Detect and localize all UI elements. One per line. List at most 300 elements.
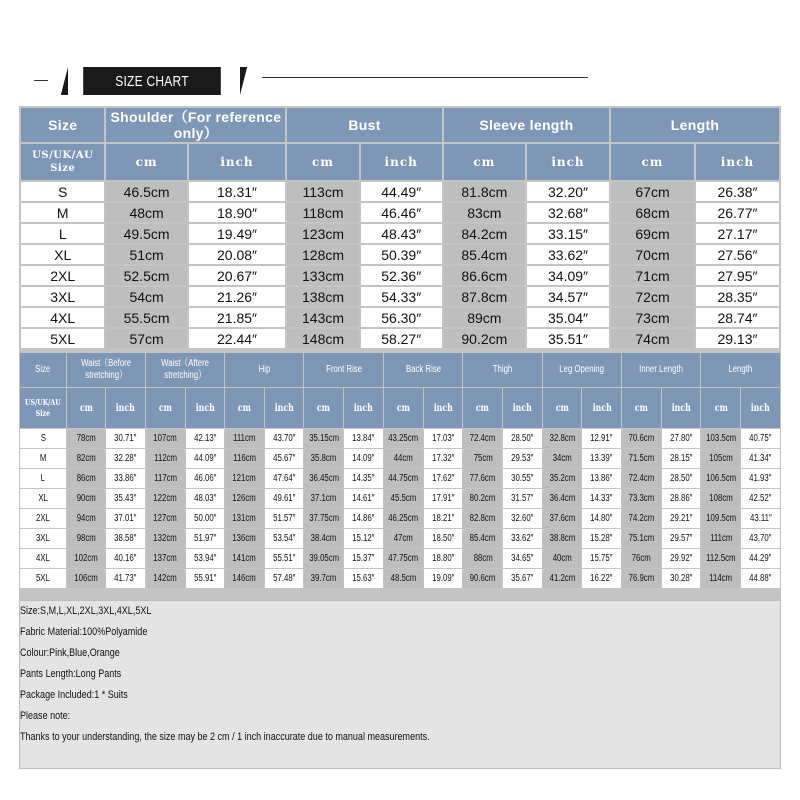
info-line: Pants Length:Long Pants (20, 668, 122, 680)
measurement-cell (662, 569, 701, 588)
size-cell (20, 569, 66, 588)
measurement-cell (106, 469, 145, 488)
unit-inch-label (344, 388, 383, 428)
cell-value: 29.21″ (669, 513, 693, 524)
measurement-cell: 70cm (611, 245, 694, 264)
product-info-lines (20, 601, 780, 748)
cell-value: 49.61″ (272, 493, 296, 504)
cell-value: 15.63″ (352, 573, 375, 584)
cell-value: 71.5cm (628, 453, 655, 464)
measurement-cell (424, 509, 463, 528)
cell-value: 29.57″ (669, 533, 693, 544)
measurement-cell (146, 549, 185, 568)
measurement-cell (662, 529, 701, 548)
header-sleeve-length: Sleeve length (444, 108, 609, 142)
table-row (21, 287, 779, 306)
header-size: Size (21, 108, 104, 142)
measurement-cell (622, 529, 661, 548)
measurement-cell (701, 489, 740, 508)
cell-value: 53.94″ (193, 553, 216, 564)
measurement-cell (67, 489, 106, 508)
cell-value: 14.33″ (590, 493, 613, 504)
measurement-cell (741, 569, 780, 588)
measurement-cell (741, 449, 780, 468)
measurement-cell (186, 469, 225, 488)
measurement-cell (265, 429, 304, 448)
table-row (21, 245, 779, 264)
table-row (20, 509, 780, 528)
unit-text: cm (555, 402, 569, 414)
cell-value: 136cm (232, 533, 257, 544)
cell-value: 72.4cm (469, 433, 496, 444)
measurement-cell: 35.04″ (527, 308, 609, 327)
measurement-cell: 35.51″ (527, 329, 609, 348)
bottom-size-table-panel (19, 352, 781, 600)
unit-text: inch (116, 402, 136, 414)
cell-value: 72.4cm (628, 473, 655, 484)
measurement-cell: 57cm (106, 329, 186, 348)
cell-value: 50.00″ (193, 513, 216, 524)
measurement-cell (424, 549, 463, 568)
table-row (21, 182, 779, 201)
unit-inch-label (106, 388, 145, 428)
table-row (20, 549, 780, 568)
cell-value: 38.58″ (114, 533, 137, 544)
measurement-cell: 113cm (287, 182, 358, 201)
measurement-cell (543, 469, 582, 488)
table-row (21, 266, 779, 285)
cell-value: 34.65″ (511, 553, 534, 564)
table-row (20, 449, 780, 468)
cell-value: 74.2cm (628, 513, 655, 524)
measurement-cell (225, 429, 264, 448)
measurement-cell: 58.27″ (361, 329, 442, 348)
size-cell (20, 509, 66, 528)
unit-text: inch (354, 402, 374, 414)
top-unit-row (21, 144, 779, 180)
measurement-cell (622, 489, 661, 508)
measurement-cell (463, 569, 502, 588)
unit-text: cm (317, 402, 331, 414)
unit-text: inch (195, 402, 215, 414)
measurement-cell (67, 509, 106, 528)
cell-value: 85.4cm (469, 533, 496, 544)
measurement-cell (701, 469, 740, 488)
measurement-cell (503, 449, 542, 468)
unit-text: inch (592, 402, 612, 414)
measurement-cell: 28.74″ (696, 308, 779, 327)
measurement-cell (424, 449, 463, 468)
unit-cm-label (304, 388, 343, 428)
size-cell (20, 469, 66, 488)
measurement-cell (741, 529, 780, 548)
measurement-cell (146, 489, 185, 508)
unit-text: cm (158, 402, 172, 414)
cell-value: 37.01″ (114, 513, 137, 524)
cell-value: 13.86″ (590, 473, 613, 484)
measurement-cell (582, 529, 621, 548)
cell-value: 32.28″ (114, 453, 137, 464)
measurement-cell (503, 509, 542, 528)
measurement-cell (503, 489, 542, 508)
cell-value: 15.75″ (590, 553, 613, 564)
header-label: Size (35, 364, 51, 375)
cell-value: 82.8cm (469, 513, 496, 524)
table-row (20, 429, 780, 448)
measurement-cell (344, 529, 383, 548)
cell-value: 14.80″ (590, 513, 613, 524)
measurement-cell: 73cm (611, 308, 694, 327)
cell-value: 45.67″ (272, 453, 296, 464)
measurement-cell (582, 509, 621, 528)
cell-value: L (40, 473, 46, 484)
cell-value: 94cm (76, 513, 96, 524)
cell-value: 80.2cm (469, 493, 496, 504)
measurement-cell (384, 469, 423, 488)
cell-value: 55.91″ (193, 573, 216, 584)
cell-value: 38.4cm (311, 533, 337, 544)
header-size (20, 353, 66, 387)
measurement-cell (582, 429, 621, 448)
cell-value: 36.45cm (308, 473, 339, 484)
cell-value: 34cm (552, 453, 572, 464)
measurement-cell: 148cm (287, 329, 358, 348)
cell-value: 17.62″ (431, 473, 455, 484)
cell-value: 37.6cm (549, 513, 575, 524)
cell-value: 37.75cm (308, 513, 339, 524)
measurement-cell (384, 569, 423, 588)
unit-inch-label: inch (361, 144, 442, 180)
measurement-cell (741, 489, 780, 508)
info-line: Package Included:1 * Suits (20, 689, 128, 701)
measurement-cell: 50.39″ (361, 245, 442, 264)
size-cell (20, 489, 66, 508)
table-row (21, 308, 779, 327)
cell-value: 46.25cm (388, 513, 419, 524)
unit-cm-label: cm (287, 144, 358, 180)
unit-text: cm (476, 402, 490, 414)
cell-value: XL (38, 493, 48, 504)
unit-inch-label (503, 388, 542, 428)
cell-value: 32.60″ (511, 513, 534, 524)
cell-value: S (40, 433, 46, 444)
cell-value: 103.5cm (705, 433, 736, 444)
measurement-cell (503, 429, 542, 448)
measurement-cell: 87.8cm (444, 287, 525, 306)
cell-value: 126cm (232, 493, 257, 504)
measurement-cell: 68cm (611, 203, 694, 222)
unit-text: inch (751, 402, 771, 414)
size-cell: XL (21, 245, 104, 264)
measurement-cell (304, 489, 343, 508)
unit-cm-label (543, 388, 582, 428)
measurement-cell (543, 509, 582, 528)
cell-value: 86cm (76, 473, 96, 484)
cell-value: 30.28″ (669, 573, 693, 584)
header-label: Waist（Before stretching） (80, 358, 131, 381)
measurement-cell (225, 509, 264, 528)
cell-value: 137cm (153, 553, 177, 564)
cell-value: 29.92″ (669, 553, 693, 564)
measurement-cell: 22.44″ (189, 329, 286, 348)
size-cell: 2XL (21, 266, 104, 285)
measurement-cell (463, 509, 502, 528)
measurement-cell: 18.90″ (189, 203, 286, 222)
cell-value: 14.35″ (352, 473, 375, 484)
measurement-cell (146, 509, 185, 528)
info-line: Thanks to your understanding, the size may be 2 cm / 1 inch inaccurate due to manual measurements. (20, 731, 430, 743)
measurement-cell (106, 529, 145, 548)
cell-value: 48.5cm (390, 573, 417, 584)
measurement-cell (463, 469, 502, 488)
measurement-cell (304, 549, 343, 568)
header-label: Back Rise (405, 364, 441, 375)
unit-text: inch (671, 402, 691, 414)
measurement-cell (543, 549, 582, 568)
measurement-cell (384, 529, 423, 548)
header-inner-length (622, 353, 700, 387)
cell-value: 43.70″ (749, 533, 772, 544)
measurement-cell (186, 529, 225, 548)
measurement-cell (543, 529, 582, 548)
measurement-cell: 128cm (287, 245, 358, 264)
header-label: Leg Opening (559, 364, 605, 375)
measurement-cell (106, 509, 145, 528)
header-bust: Bust (287, 108, 441, 142)
info-line: Size:S,M,L,XL,2XL,3XL,4XL,5XL (20, 605, 152, 617)
cell-value: 17.32″ (431, 453, 455, 464)
measurement-cell (503, 549, 542, 568)
header-label: Waist（Aftere stretching） (161, 358, 209, 381)
cell-value: 41.34″ (749, 453, 772, 464)
measurement-cell (662, 509, 701, 528)
unit-inch-label (186, 388, 225, 428)
measurement-cell (622, 549, 661, 568)
unit-text: cm (396, 402, 410, 414)
measurement-cell (582, 549, 621, 568)
measurement-cell: 32.20″ (527, 182, 609, 201)
cell-value: 98cm (76, 533, 96, 544)
measurement-cell: 44.49″ (361, 182, 442, 201)
cell-value: 35.67″ (511, 573, 534, 584)
cell-value: 108cm (709, 493, 733, 504)
measurement-cell: 54cm (106, 287, 186, 306)
measurement-cell (582, 449, 621, 468)
measurement-cell (67, 549, 106, 568)
cell-value: 14.61″ (352, 493, 375, 504)
measurement-cell: 19.49″ (189, 224, 286, 243)
size-chart-title: SIZE CHART (83, 67, 221, 95)
cell-value: 31.57″ (511, 493, 534, 504)
measurement-cell (543, 569, 582, 588)
measurement-cell: 81.8cm (444, 182, 525, 201)
cell-value: 18.21″ (431, 513, 455, 524)
measurement-cell (701, 549, 740, 568)
measurement-cell (582, 569, 621, 588)
header-leg-opening (543, 353, 621, 387)
measurement-cell (304, 449, 343, 468)
cell-value: 39.05cm (308, 553, 339, 564)
measurement-cell: 49.5cm (106, 224, 186, 243)
measurement-cell: 71cm (611, 266, 694, 285)
region-size-label: US/UK/AU Size (21, 144, 104, 180)
measurement-cell (225, 469, 264, 488)
measurement-cell: 46.5cm (106, 182, 186, 201)
bottom-unit-row (20, 388, 780, 428)
measurement-cell (106, 569, 145, 588)
size-cell: 5XL (21, 329, 104, 348)
measurement-cell: 85.4cm (444, 245, 525, 264)
cell-value: 36.4cm (549, 493, 575, 504)
cell-value: 90.6cm (469, 573, 496, 584)
table-row (20, 489, 780, 508)
header-label: Thigh (492, 364, 513, 375)
cell-value: 28.50″ (669, 473, 693, 484)
cell-value: 15.37″ (352, 553, 375, 564)
measurement-cell (582, 469, 621, 488)
measurement-cell (701, 509, 740, 528)
cell-value: 32.8cm (549, 433, 575, 444)
measurement-cell: 118cm (287, 203, 358, 222)
measurement-cell: 29.13″ (696, 329, 779, 348)
measurement-cell: 18.31″ (189, 182, 286, 201)
measurement-cell (424, 489, 463, 508)
table-row (20, 529, 780, 548)
measurement-cell: 27.95″ (696, 266, 779, 285)
cell-value: 51.97″ (193, 533, 216, 544)
cell-value: 5XL (35, 573, 50, 584)
cell-value: 146cm (232, 573, 257, 584)
measurement-cell (186, 489, 225, 508)
cell-value: 127cm (153, 513, 177, 524)
unit-text: inch (512, 402, 532, 414)
measurement-cell (503, 529, 542, 548)
table-row (20, 469, 780, 488)
measurement-cell: 143cm (287, 308, 358, 327)
cell-value: 40.75″ (749, 433, 772, 444)
measurement-cell (106, 489, 145, 508)
measurement-cell: 89cm (444, 308, 525, 327)
unit-text: inch (274, 402, 294, 414)
measurement-cell: 28.35″ (696, 287, 779, 306)
cell-value: 43.25cm (388, 433, 419, 444)
size-cell: 4XL (21, 308, 104, 327)
cell-value: 33.62″ (511, 533, 534, 544)
cell-value: 47.64″ (272, 473, 296, 484)
cell-value: M (39, 453, 47, 464)
cell-value: 47.75cm (388, 553, 419, 564)
measurement-cell (543, 449, 582, 468)
measurement-cell (186, 509, 225, 528)
measurement-cell (384, 489, 423, 508)
unit-inch-label: inch (527, 144, 609, 180)
cell-value: 28.86″ (669, 493, 693, 504)
measurement-cell (384, 509, 423, 528)
measurement-cell: 83cm (444, 203, 525, 222)
unit-inch-label (741, 388, 780, 428)
unit-text: cm (237, 402, 251, 414)
measurement-cell (265, 549, 304, 568)
unit-cm-label (463, 388, 502, 428)
cell-value: 105cm (709, 453, 733, 464)
measurement-cell (424, 529, 463, 548)
region-size-label (20, 388, 66, 428)
cell-value: 78cm (76, 433, 96, 444)
unit-inch-label (424, 388, 463, 428)
measurement-cell (225, 449, 264, 468)
cell-value: 88cm (473, 553, 493, 564)
measurement-cell (146, 529, 185, 548)
header-waist-before (67, 353, 145, 387)
unit-cm-label: cm (444, 144, 525, 180)
measurement-cell: 27.56″ (696, 245, 779, 264)
top-size-table (19, 106, 781, 350)
measurement-cell (225, 569, 264, 588)
measurement-cell: 20.67″ (189, 266, 286, 285)
cell-value: 142cm (153, 573, 177, 584)
measurement-cell (344, 549, 383, 568)
measurement-cell: 51cm (106, 245, 186, 264)
unit-cm-label (225, 388, 264, 428)
cell-value: 114cm (709, 573, 733, 584)
cell-value: 116cm (233, 453, 256, 464)
measurement-cell (741, 469, 780, 488)
unit-text: cm (79, 402, 93, 414)
measurement-cell (503, 469, 542, 488)
measurement-cell: 26.38″ (696, 182, 779, 201)
measurement-cell: 33.15″ (527, 224, 609, 243)
cell-value: 30.71″ (114, 433, 137, 444)
measurement-cell (662, 429, 701, 448)
measurement-cell (304, 469, 343, 488)
cell-value: 75cm (473, 453, 493, 464)
cell-value: 131cm (232, 513, 257, 524)
bottom-size-table (19, 352, 781, 589)
measurement-cell (146, 429, 185, 448)
cell-value: 42.52″ (749, 493, 772, 504)
measurement-cell (463, 529, 502, 548)
cell-value: 3XL (35, 533, 50, 544)
unit-cm-label: cm (611, 144, 694, 180)
header-hip (225, 353, 303, 387)
cell-value: 33.86″ (114, 473, 137, 484)
measurement-cell (384, 449, 423, 468)
measurement-cell (304, 529, 343, 548)
measurement-cell (225, 529, 264, 548)
cell-value: 57.48″ (272, 573, 296, 584)
size-cell: L (21, 224, 104, 243)
measurement-cell (701, 529, 740, 548)
measurement-cell (543, 489, 582, 508)
cell-value: 15.28″ (590, 533, 613, 544)
measurement-cell (225, 489, 264, 508)
product-info-panel (19, 600, 781, 769)
cell-value: 141cm (232, 553, 257, 564)
cell-value: 43.11″ (749, 513, 772, 524)
measurement-cell (384, 549, 423, 568)
cell-value: 18.50″ (431, 533, 455, 544)
measurement-cell: 48cm (106, 203, 186, 222)
measurement-cell (701, 569, 740, 588)
size-cell (20, 549, 66, 568)
measurement-cell (344, 489, 383, 508)
measurement-cell: 55.5cm (106, 308, 186, 327)
measurement-cell (304, 429, 343, 448)
header-thigh (463, 353, 541, 387)
measurement-cell (265, 569, 304, 588)
measurement-cell (463, 489, 502, 508)
measurement-cell (463, 429, 502, 448)
